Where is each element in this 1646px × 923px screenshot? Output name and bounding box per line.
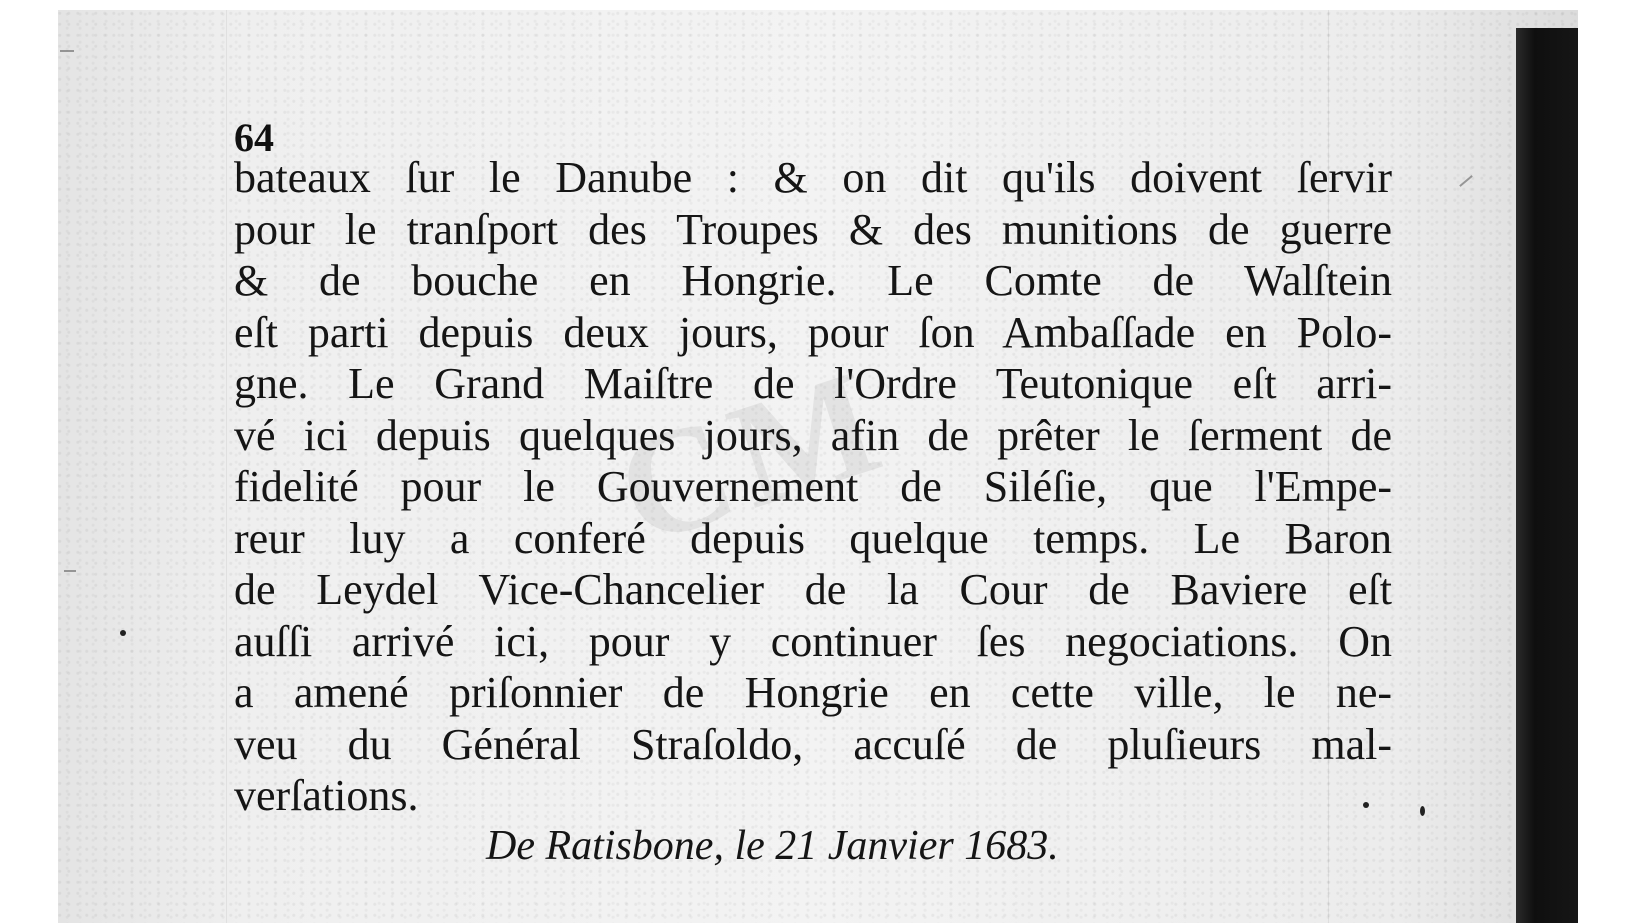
page-number: 64	[234, 115, 274, 160]
watermark-stamp: CM	[598, 335, 907, 577]
scanned-page	[58, 10, 1578, 923]
ink-speck	[1420, 806, 1425, 816]
text-line: a amené priſonnier de Hongrie en cette ville, le ne-	[234, 668, 1392, 717]
dateline-heading: De Ratisbone, le 21 Janvier 1683.	[486, 823, 1059, 869]
cut-off-text-line	[278, 880, 1378, 920]
text-line: de Leydel Vice-Chancelier de la Cour de Baviere eſt	[234, 565, 1392, 614]
text-line: verſations.	[234, 771, 419, 820]
text-line: eſt parti depuis deux jours, pour ſon Ambaſſade en Polo-	[234, 307, 1392, 357]
text-line: & de bouche en Hongrie. Le Comte de Walſtein	[234, 256, 1392, 305]
scan-dark-edge	[1516, 28, 1578, 923]
text-line: veu du Général Straſoldo, accuſé de pluſieurs mal-	[234, 719, 1392, 769]
body-text	[234, 152, 1392, 822]
text-line: fidelité pour le Gouvernement de Siléſie, que l'Empe-	[234, 462, 1392, 511]
text-line: gne. Le Grand Maiſtre de l'Ordre Teutonique eſt arri-	[234, 359, 1392, 408]
text-line: reur luy a conferé depuis quelque temps. Le Baron	[234, 513, 1392, 563]
ink-speck	[1363, 802, 1369, 808]
scan-noise-mark	[60, 50, 74, 52]
text-line: pour le tranſport des Troupes & des munitions de guerre	[234, 204, 1392, 254]
text-line: auſſi arrivé ici, pour y continuer ſes negociations. On	[234, 616, 1392, 666]
text-line: bateaux ſur le Danube : & on dit qu'ils doivent ſervir	[234, 153, 1392, 202]
scan-noise-mark	[64, 570, 76, 572]
ink-speck	[120, 630, 126, 636]
text-line: vé ici depuis quelques jours, afin de prêter le ſerment de	[234, 410, 1392, 460]
scan-noise-mark	[1459, 175, 1473, 187]
scan-fold-line	[226, 10, 227, 923]
